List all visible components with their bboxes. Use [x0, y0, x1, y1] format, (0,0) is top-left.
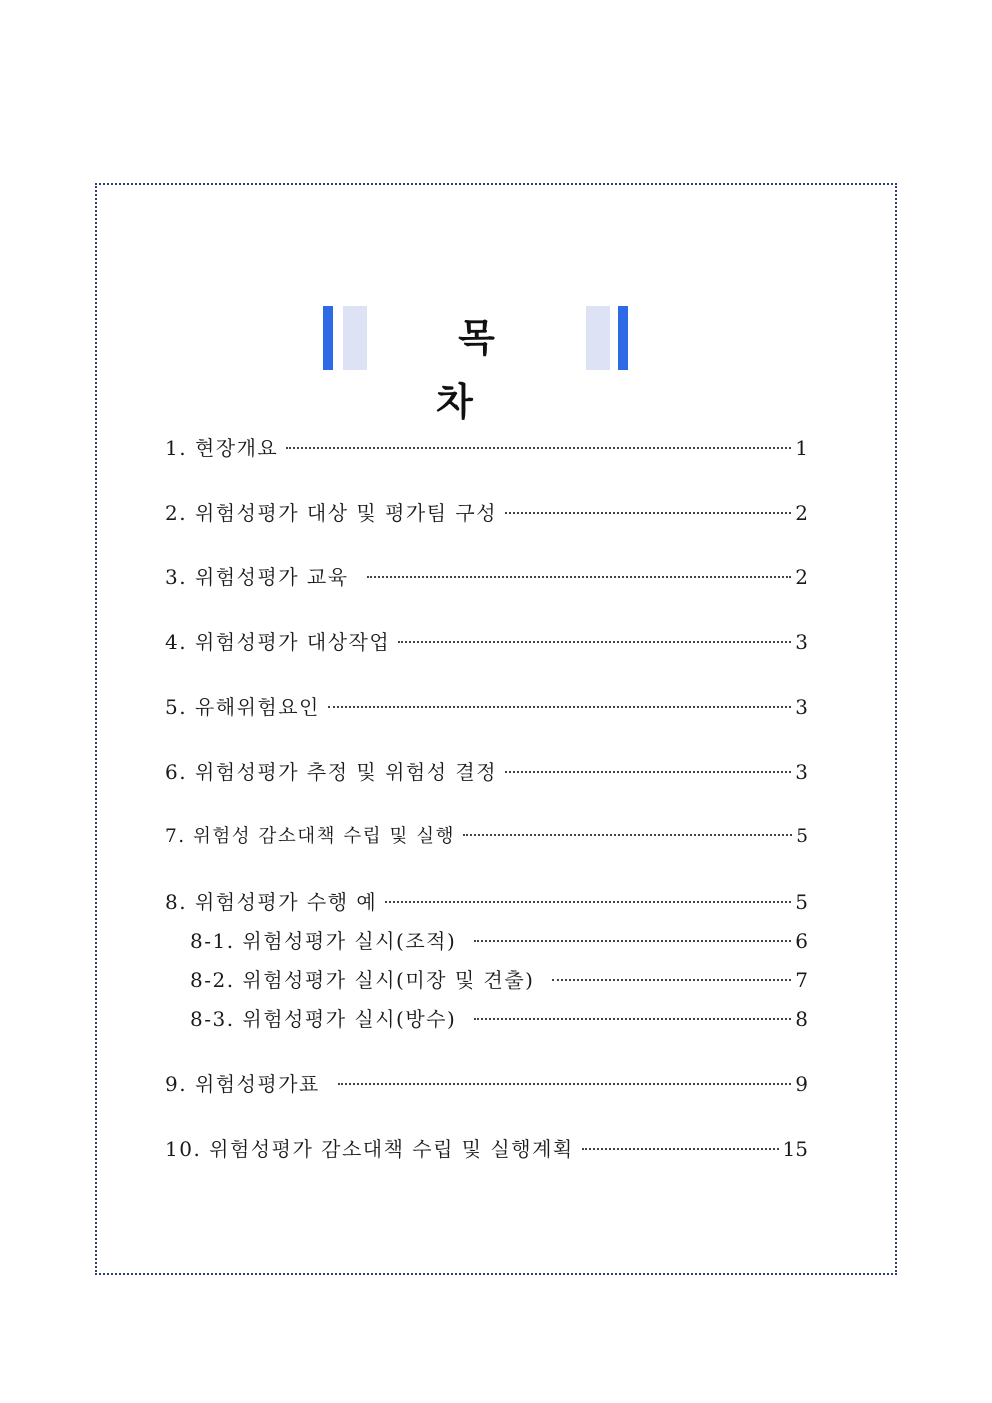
toc-dot-leader [338, 1083, 791, 1085]
toc-entry-label: 10. 위험성평가 감소대책 수립 및 실행계획 [165, 1137, 574, 1161]
toc-dot-leader [463, 834, 792, 836]
toc-entry-label: 8-2. 위험성평가 실시(미장 및 견출) [190, 968, 535, 992]
toc-entry-7[interactable] [165, 822, 808, 852]
toc-dot-leader [474, 1018, 791, 1020]
toc-entry-label: 5. 유해위험요인 [165, 695, 320, 719]
toc-entry-1[interactable] [165, 433, 808, 463]
toc-page-number: 7 [795, 968, 808, 992]
title-bar-right-accent [618, 306, 628, 370]
toc-entry-9[interactable] [165, 1069, 808, 1099]
toc-dot-leader [367, 576, 792, 578]
toc-entry-label: 1. 현장개요 [165, 436, 279, 460]
toc-title: 목 차 [436, 316, 539, 424]
toc-dot-leader [286, 447, 791, 449]
toc-entry-label: 4. 위험성평가 대상작업 [165, 630, 391, 654]
toc-page-number: 3 [795, 630, 808, 654]
title-bar-right-light [586, 306, 610, 370]
toc-dot-leader [505, 771, 791, 773]
toc-page-number: 9 [795, 1072, 808, 1096]
toc-entry-label: 8-3. 위험성평가 실시(방수) [190, 1007, 457, 1031]
toc-dot-leader [385, 901, 791, 903]
toc-page-number: 5 [795, 890, 808, 914]
toc-page-number: 1 [795, 436, 808, 460]
toc-page-number: 8 [795, 1007, 808, 1031]
toc-page-number: 6 [795, 929, 808, 953]
toc-entry-8-2[interactable] [190, 965, 808, 995]
toc-entry-label: 7. 위험성 감소대책 수립 및 실행 [165, 826, 456, 847]
toc-entry-label: 2. 위험성평가 대상 및 평가팀 구성 [165, 501, 498, 525]
toc-entry-label: 3. 위험성평가 교육 [165, 565, 349, 589]
toc-entry-6[interactable] [165, 757, 808, 787]
toc-dot-leader [582, 1148, 779, 1150]
toc-page-number: 3 [795, 760, 808, 784]
toc-entry-5[interactable] [165, 692, 808, 722]
toc-page-number: 15 [782, 1137, 808, 1161]
toc-entry-label: 6. 위험성평가 추정 및 위험성 결정 [165, 760, 498, 784]
toc-page-number: 5 [796, 826, 808, 847]
title-bar-left-light [343, 306, 367, 370]
toc-entry-8-1[interactable] [190, 926, 808, 956]
toc-dot-leader [328, 706, 791, 708]
toc-entry-8-3[interactable] [190, 1004, 808, 1034]
toc-dot-leader [552, 979, 791, 981]
title-bar-left-accent [323, 306, 333, 370]
toc-dot-leader [398, 641, 791, 643]
toc-entry-3[interactable] [165, 562, 808, 592]
toc-title-block [0, 306, 992, 424]
toc-page-number: 3 [795, 695, 808, 719]
toc-page-number: 2 [795, 565, 808, 589]
toc-entry-label: 8-1. 위험성평가 실시(조적) [190, 929, 457, 953]
toc-page-number: 2 [795, 501, 808, 525]
toc-entry-2[interactable] [165, 498, 808, 528]
toc-entry-label: 9. 위험성평가표 [165, 1072, 320, 1096]
toc-entry-label: 8. 위험성평가 수행 예 [165, 890, 378, 914]
toc-dot-leader [474, 940, 791, 942]
toc-entry-4[interactable] [165, 627, 808, 657]
toc-entry-10[interactable] [165, 1134, 808, 1164]
toc-entry-8[interactable] [165, 887, 808, 917]
toc-dot-leader [505, 512, 791, 514]
